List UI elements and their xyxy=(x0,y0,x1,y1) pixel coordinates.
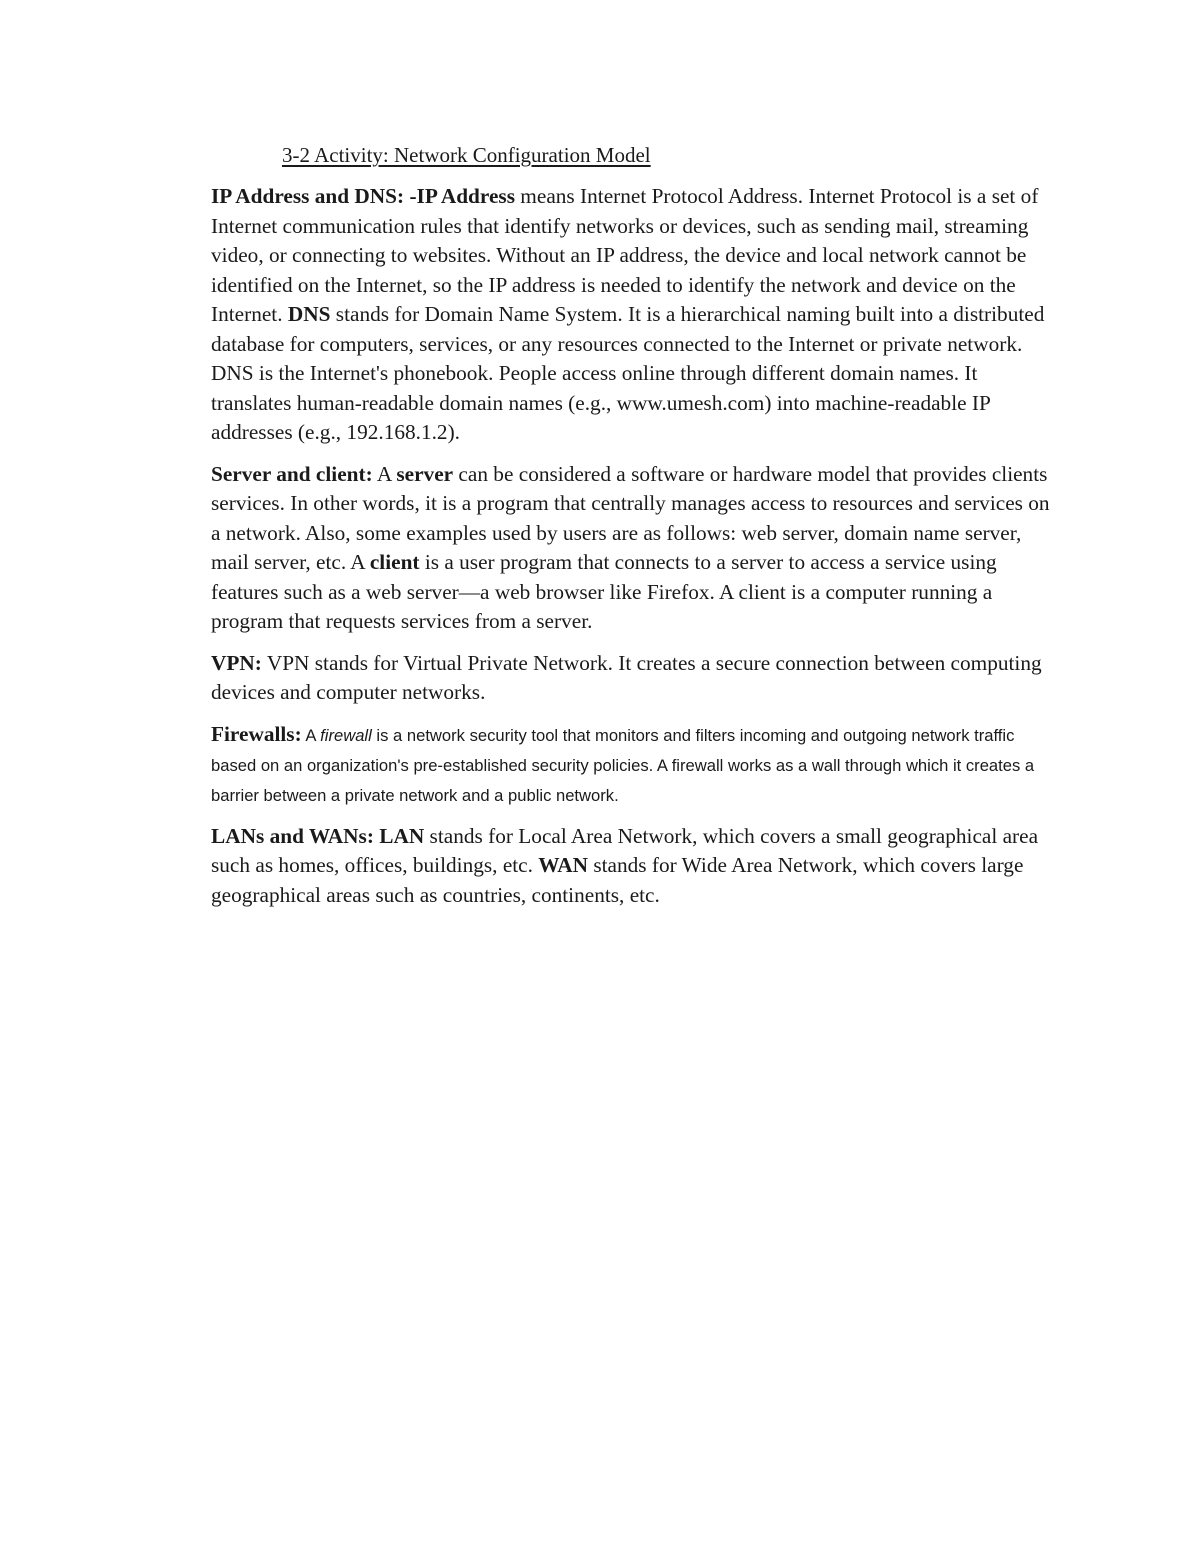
firewalls-text-1: A xyxy=(301,725,321,745)
server-client-text-3: is a user program that connects to a server to access a service using features such as a web server—a web browser like Firefox. A client is a computer running a program that requests services from a server. xyxy=(211,550,997,633)
ip-dns-text-2: stands for Domain Name System. It is a hierarchical naming built into a distributed database for computers, services, or any resources connected to the Internet or private network. DNS is the Internet's phonebook. People access online through different domain names. It translates human-readable domain names (e.g., www.umesh.com) into machine-readable IP addresses (e.g., 192.168.1.2). xyxy=(211,302,1045,444)
section-server-client-heading: Server and client: xyxy=(211,461,373,486)
term-dns: DNS xyxy=(287,302,331,326)
section-vpn-heading: VPN: xyxy=(211,650,262,675)
lan-wan-text-3: stands for Wide Area Network, which covers large geographical areas such as countries, continents, etc. xyxy=(211,853,1024,907)
section-lan-wan-heading: LANs and WANs: xyxy=(211,823,374,848)
section-firewalls-heading: Firewalls: xyxy=(211,721,302,746)
document-page xyxy=(211,140,1061,922)
section-vpn xyxy=(211,649,1061,708)
term-ip-address: -IP Address xyxy=(409,184,515,208)
section-firewalls xyxy=(211,720,1061,810)
server-client-text-1: A xyxy=(372,461,397,486)
vpn-text-1: VPN stands for Virtual Private Network. It creates a secure connection between computing devices and computer networks. xyxy=(211,650,1042,704)
term-lan: LAN xyxy=(379,823,425,848)
section-ip-dns xyxy=(211,182,1061,448)
section-server-client xyxy=(211,460,1061,637)
document-title: 3-2 Activity: Network Configuration Model xyxy=(282,143,651,167)
term-client: client xyxy=(369,550,420,574)
lan-wan-text-2: stands for Local Area Network, which covers a small geographical area such as homes, offices, buildings, etc. xyxy=(211,823,1039,877)
section-lan-wan xyxy=(211,822,1061,911)
term-firewall: firewall xyxy=(320,725,372,745)
firewalls-text-2: is a network security tool that monitors and filters incoming and outgoing network traffic based on an organization's pre-established security policies. A firewall works as a wall through which it creates a barrier between a private network and a public network. xyxy=(211,725,1035,805)
term-server: server xyxy=(396,461,454,486)
server-client-text-2: can be considered a software or hardware model that provides clients services. In other words, it is a program that centrally manages access to resources and services on a network. Also, some examples used by users are as follows: web server, domain name server, mail server, etc. A xyxy=(211,461,1050,574)
ip-dns-text-1: means Internet Protocol Address. Internet Protocol is a set of Internet communication rules that identify networks or devices, such as sending mail, streaming video, or connecting to websites. Without an IP address, the device and local network cannot be identified on the Internet, so the IP address is needed to identify the network and device on the Internet. xyxy=(211,184,1039,326)
term-wan: WAN xyxy=(538,853,588,877)
section-ip-dns-heading: IP Address and DNS: xyxy=(211,184,405,208)
